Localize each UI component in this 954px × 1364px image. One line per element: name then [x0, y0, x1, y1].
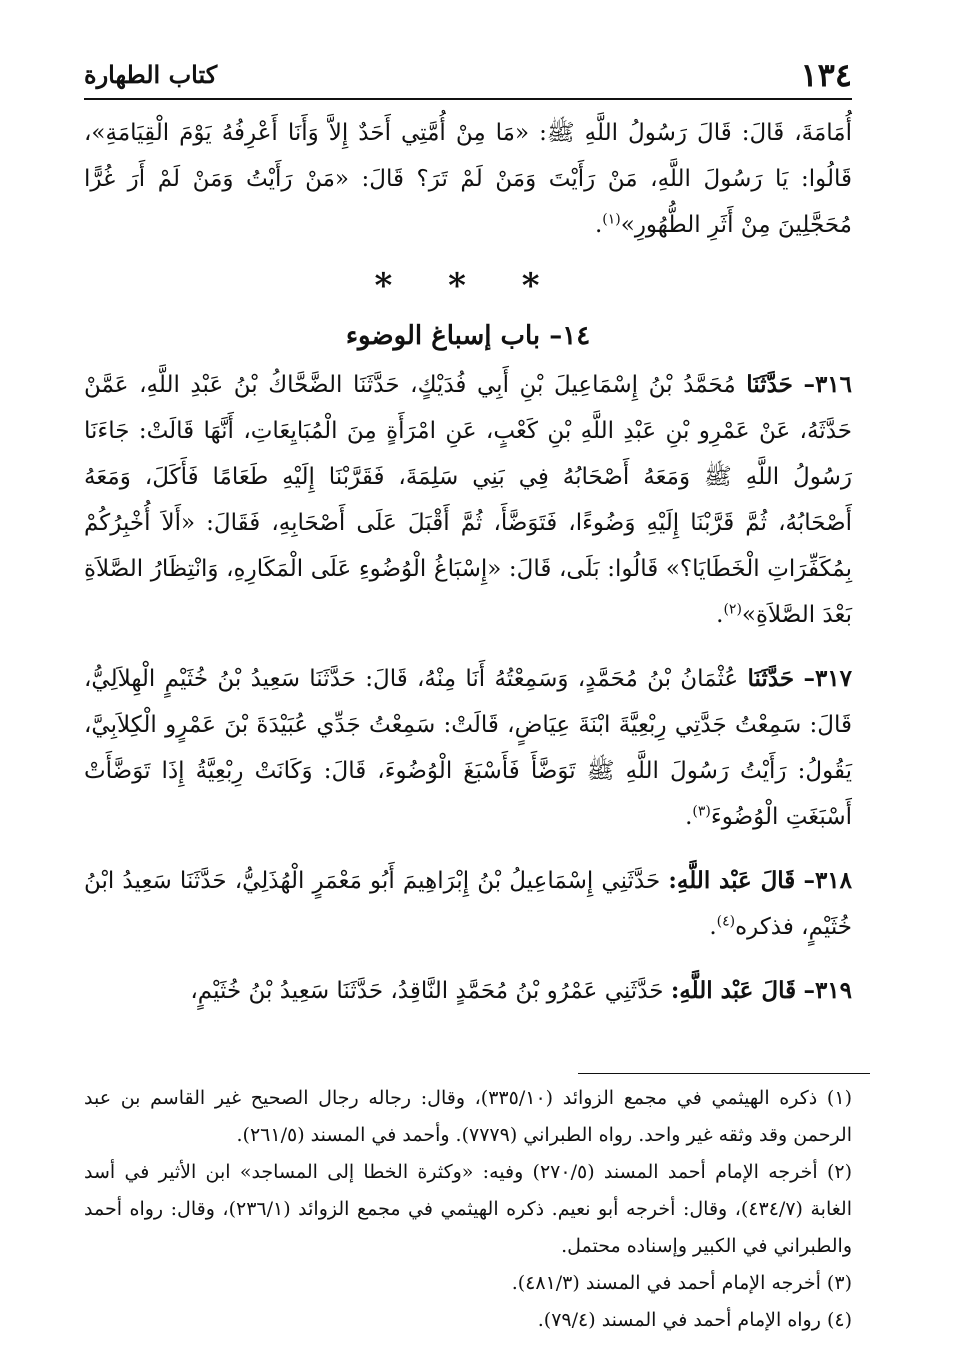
hadith-narrator: قَالَ عَبْد اللَّهِ:	[670, 977, 797, 1004]
paragraph-end: .	[685, 804, 693, 830]
footnote-ref: (١)	[602, 211, 621, 228]
footnote-ref: (٤)	[716, 913, 736, 930]
hadith-text: حَدَّثَنِي إِسْمَاعِيلُ بْنُ إِبْرَاهِيمَ أَبُو مَعْمَرٍ الْهُذَلِيُّ، حَدَّثَنَا سَعِيدُ ابْنُ خُثَيْمٍ، فذكره	[84, 868, 852, 940]
hadith-319	[84, 968, 852, 1014]
paragraph-continuation	[84, 110, 852, 248]
footnote-2: (٢) أخرجه الإمام أحمد المسند (٢٧٠/٥) وفيه: «وكثرة الخطا إلى المساجد» ابن الأثير في أسد الغابة (٤٣٤/٧)، وقال: أخرجه أبو نعيم. ذكره الهيثمي في مجمع الزوائد (٢٣٦/١)، وقال: رواه أحمد والطبراني في الكبير وإسناده محتمل.	[84, 1161, 852, 1257]
paragraph-end: .	[594, 212, 603, 238]
paragraph-text: أُمَامَةَ، قَالَ: قَالَ رَسُولُ اللَّهِ ﷺ: «مَا مِنْ أُمَّتِي أَحَدٌ إِلاَّ وَأَنَا أَعْرِفُهُ يَوْمَ الْقِيَامَةِ»، قَالُوا: يَا رَسُولَ اللَّهِ، مَنْ رَأَيْتَ وَمَنْ لَمْ تَرَ؟ قَالَ: «مَنْ رَأَيْتُ وَمَنْ لَمْ أَرَ غُرًّا مُحَجَّلِينَ مِنْ أَثَرِ الطُّهُورِ»	[84, 120, 852, 238]
footnote-ref: (٣)	[692, 803, 711, 820]
main-text	[84, 110, 852, 1032]
hadith-text: عُثْمَانُ بْنُ مُحَمَّدٍ، وَسَمِعْتُهُ أَنَا مِنْهُ، قَالَ: حَدَّثَنَا سَعِيدُ بْنُ خُثَيْمٍ الْهِلاَلِيُّ، قَالَ: سَمِعْتُ جَدَّتِي رِبْعِيَّةَ ابْنَةَ عِيَاضٍ، قَالَتْ: سَمِعْتُ جَدِّي عُبَيْدَةَ بْنَ عَمْرٍو الْكِلاَبِيَّ، يَقُولُ: رَأَيْتُ رَسُولَ اللَّهِ ﷺ تَوَضَّأَ فَأَسْبَغَ الْوُضُوءَ، قَالَ: وَكَانَتْ رِبْعِيَّةُ إِذَا تَوَضَّأَتْ أَسْبَغَتِ الْوُضُوءَ	[84, 666, 852, 830]
section-separator: * * *	[374, 266, 562, 306]
footnote-1: (١) ذكره الهيثمي في مجمع الزوائد (٣٣٥/١٠)، وقال: رجاله رجال الصحيح غير القاسم بن عبد الرحمن وقد وثقه غير واحد. رواه الطبراني (٧٧٧٩). وأحمد في المسند (٢٦١/٥).	[84, 1087, 852, 1146]
page-number: ١٣٤	[800, 56, 852, 94]
hadith-number: ٣١٦–	[803, 371, 853, 398]
hadith-narrator: حَدَّثَنَا	[747, 665, 795, 692]
footnote-divider	[578, 1073, 870, 1074]
hadith-number: ٣١٨–	[803, 867, 853, 894]
hadith-text: مُحَمَّدُ بْنُ إِسْمَاعِيلَ بْنِ أَبِي فُدَيْكٍ، حَدَّثَنَا الضَّحَّاكُ بْنُ عَبْدِ اللَّهِ، عَمَّنْ حَدَّثَهُ، عَنْ عَمْرِو بْنِ عَبْدِ اللَّهِ بْنِ كَعْبٍ، عَنِ امْرَأَةٍ مِنَ الْمُبَايِعَاتِ، أَنَّهَا قَالَتْ: جَاءَنَا رَسُولُ اللَّهِ ﷺ وَمَعَهُ أَصْحَابُهُ فِي بَنِي سَلِمَةَ، فَقَرَّبْنَا إِلَيْهِ طَعَامًا فَأَكَلَ، وَمَعَهُ أَصْحَابُهُ، ثُمَّ قَرَّبْنَا إِلَيْهِ وَضُوءًا، فَتَوَضَّأَ، ثُمَّ أَقْبَلَ عَلَى أَصْحَابِهِ، فَقَالَ: «أَلاَ أُخْبِرُكُمْ بِمُكَفِّرَاتِ الْخَطَايَا؟» قَالُوا: بَلَى، قَالَ: «إِسْبَاغُ الْوُضُوءِ عَلَى الْمَكَارِهِ، وَانْتِظَارُ الصَّلاَةِ بَعْدَ الصَّلاَةِ»	[84, 372, 852, 628]
hadith-narrator: قَالَ عَبْد اللَّهِ:	[668, 867, 796, 894]
hadith-text: حَدَّثَنِي عَمْرُو بْنُ مُحَمَّدٍ النَّاقِدُ، حَدَّثَنَا سَعِيدُ بْنُ خُثَيْمٍ،	[190, 978, 664, 1004]
footnote-ref: (٢)	[723, 601, 742, 618]
hadith-318	[84, 858, 852, 950]
hadith-number: ٣١٩–	[803, 977, 852, 1004]
page-header	[84, 50, 852, 100]
footnotes	[84, 1080, 852, 1339]
footnote-3: (٣) أخرجه الإمام أحمد في المسند (٤٨١/٣).	[511, 1272, 852, 1294]
chapter-title: ١٤– باب إسباغ الوضوء	[345, 321, 591, 351]
paragraph-end: .	[709, 914, 717, 940]
hadith-narrator: حَدَّثَنَا	[746, 371, 793, 398]
footnote-4: (٤) رواه الإمام أحمد في المسند (٧٩/٤).	[537, 1309, 852, 1331]
hadith-number: ٣١٧–	[803, 665, 853, 692]
paragraph-end: .	[716, 602, 724, 628]
running-title: كتاب الطهارة	[84, 60, 218, 89]
hadith-317	[84, 656, 852, 840]
hadith-316	[84, 362, 852, 638]
